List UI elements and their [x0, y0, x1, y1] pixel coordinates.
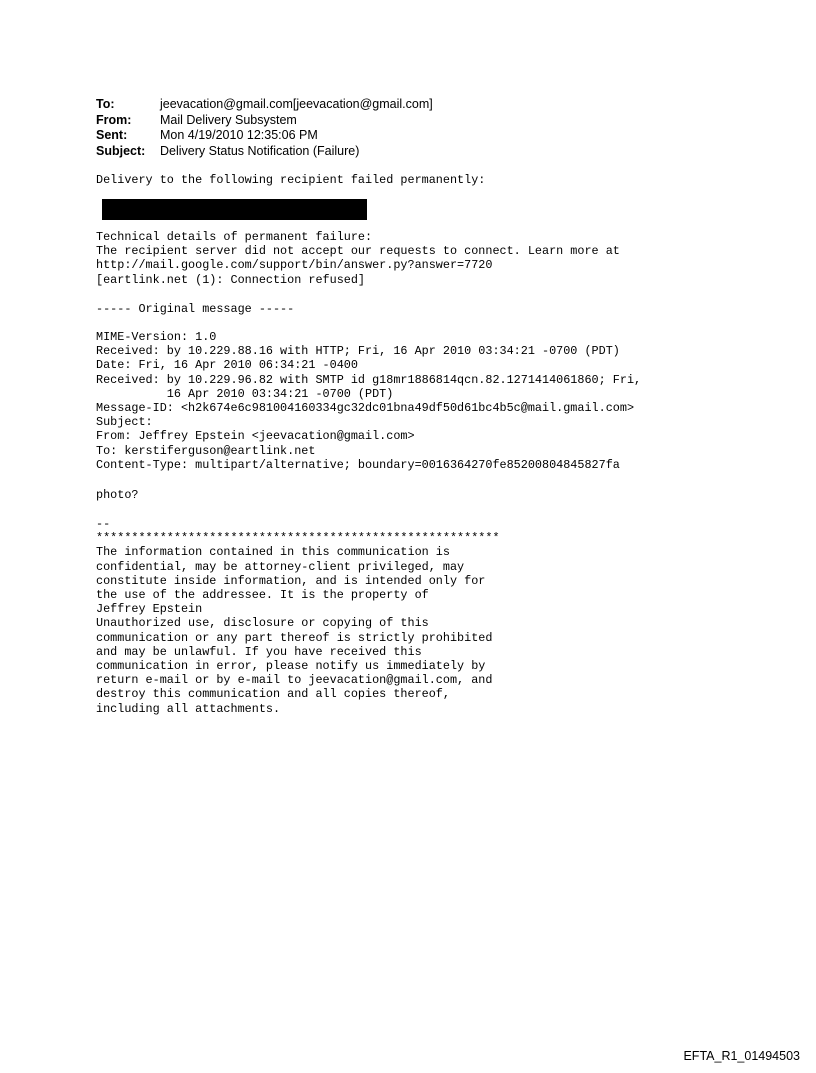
subject-value: Delivery Status Notification (Failure) [160, 143, 360, 158]
technical-details: Technical details of permanent failure: The recipient server did not accept our requests to connect. Learn more at http://mail.google.com/support/bin/answer.py?answer=7720 [eartlink.net (1): Connection refused] [96, 230, 620, 287]
from-label: From: [96, 112, 132, 127]
sent-row [96, 128, 433, 144]
subject-label: Subject: [96, 143, 146, 158]
sent-value: Mon 4/19/2010 12:35:06 PM [160, 128, 318, 142]
redaction-bar [102, 199, 367, 220]
original-message-headers: MIME-Version: 1.0 Received: by 10.229.88.16 with HTTP; Fri, 16 Apr 2010 03:34:21 -0700 (PDT) Date: Fri, 16 Apr 2010 06:34:21 -0400 Received: by 10.229.96.82 with SMTP id g18mr1886814qcn.82.1271414061860; Fri, 16 Apr 2010 03:34:21 -0700 (PDT) Message-ID: <h2k674e6c981004160334gc32dc01bna49df50d61bc4b5c@mail.gmail.com> Subject: From: Jeffrey Epstein <jeevacation@gmail.com> To: kerstiferguson@eartlink.net Content-Type: multipart/alternative; boundary=0016364270fe85200804845827fa [96, 330, 642, 472]
subject-row [96, 144, 433, 160]
from-value: Mail Delivery Subsystem [160, 112, 297, 127]
to-row [96, 97, 433, 113]
to-label: To: [96, 97, 115, 111]
original-message-marker: ----- Original message ----- [96, 302, 295, 316]
from-row [96, 113, 433, 129]
email-header [96, 97, 433, 159]
bates-number: EFTA_R1_01494503 [683, 1049, 800, 1063]
confidentiality-footer: -- ********************************************************* The information contained in this communication is confidential, may be attorney-client privileged, may constitute inside information, and is intended only for the use of the addressee. It is the property of Jeffrey Epstein Unauthorized use, disclosure or copying of this communication or any part thereof is strictly prohibited and may be unlawful. If you have received this communication in error, please notify us immediately by return e-mail or by e-mail to jeevacation@gmail.com, and destroy this communication and all copies thereof, including all attachments. [96, 517, 500, 716]
delivery-failure-intro: Delivery to the following recipient failed permanently: [96, 173, 486, 187]
to-value: jeevacation@gmail.com[jeevacation@gmail.com] [160, 97, 433, 111]
message-body: photo? [96, 488, 139, 502]
sent-label: Sent: [96, 128, 128, 142]
